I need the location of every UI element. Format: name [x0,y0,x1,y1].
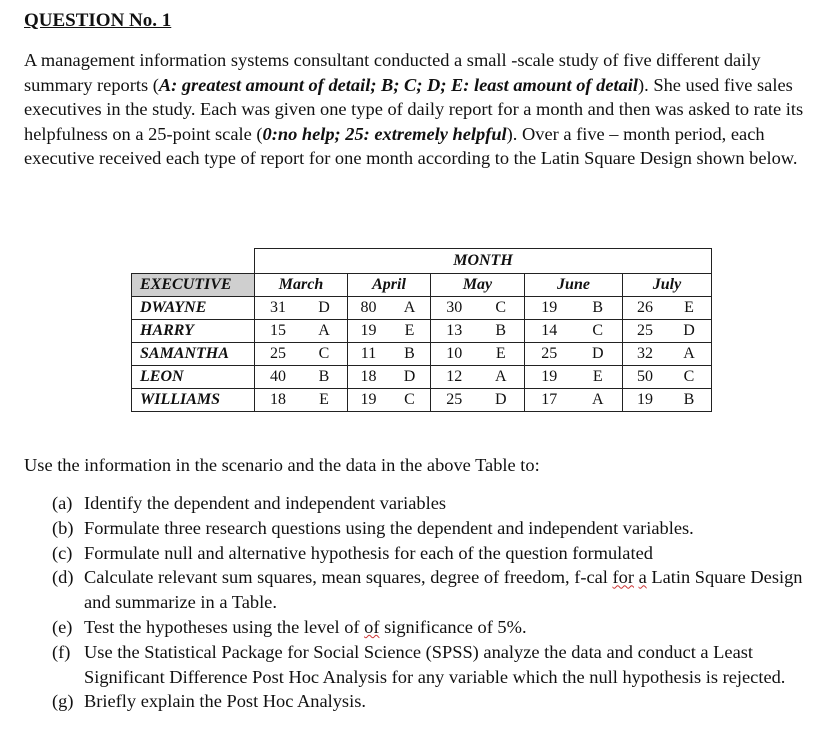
executive-name: SAMANTHA [132,343,255,366]
task-text: Calculate relevant sum squares, mean squares, degree of freedom, f-cal [84,567,613,588]
report-type: C [592,322,604,339]
table-cell [431,297,525,320]
table-cell [348,297,431,320]
table-cell [255,297,348,320]
table-cell [255,320,348,343]
rating-value: 25 [446,391,463,408]
report-type: E [319,391,329,408]
rating-value: 19 [541,368,558,385]
table-row [132,389,712,412]
rating-value: 15 [270,322,286,339]
scenario-text-2: ). She used five sales executives in the study. Each was given one type of daily report for a month and then was asked to rate its helpfulness on a 25-point scale ( [24,74,804,144]
rating-value: 12 [446,368,463,385]
executive-name: LEON [132,366,255,389]
table-row [132,366,712,389]
rating-value: 25 [541,345,558,362]
rating-value: 26 [637,299,653,316]
table-cell [431,343,525,366]
scenario-report-types: A: greatest amount of detail; B; C; D; E: least amount of detail [158,74,639,95]
executive-name: DWAYNE [132,297,255,320]
task-text: significance of 5%. [379,616,527,637]
scenario-text-3: ). Over a five – month period, each executive received each type of report for one month according to the Latin Square Design shown below. [24,123,798,169]
report-type: B [592,299,604,316]
rating-value: 80 [360,299,377,316]
report-type: B [683,391,695,408]
list-item [52,615,812,640]
month-header-row [132,249,712,274]
report-type: D [683,322,695,339]
list-item [52,640,812,690]
rating-value: 18 [360,368,377,385]
column-header-row [132,274,712,297]
month-header: MONTH [255,249,712,274]
table-cell [623,320,712,343]
report-type: D [591,345,604,362]
list-item [52,689,812,714]
task-text: Identify the dependent and independent variables [84,493,447,513]
rating-value: 31 [270,299,286,316]
table-corner [132,249,255,274]
table-cell [525,389,623,412]
task-text: Test the hypotheses using the level of [84,616,365,637]
report-type: C [318,345,330,362]
table-cell [255,366,348,389]
rating-value: 30 [446,299,463,316]
task-text: Use the Statistical Package for Social Science (SPSS) analyze the data and conduct a Least Significant Difference Post Hoc Analysis for any variable which the null hypothesis is rejected. [84,641,786,687]
rating-value: 13 [446,322,463,339]
task-text: Briefly explain the Post Hoc Analysis. [84,691,366,712]
spellcheck-word: of [364,616,380,637]
task-label: (e) [52,616,73,637]
report-type: E [404,322,415,339]
table-cell [255,343,348,366]
rating-value: 32 [637,345,653,362]
instruction-text: Use the information in the scenario and the data in the above Table to: [24,455,540,475]
rating-value: 19 [360,391,377,408]
table-cell [525,297,623,320]
task-label: (b) [52,517,74,538]
table-cell [525,343,623,366]
table-cell [623,343,712,366]
task-text: Latin Square Design and summarize in a Table. [84,567,803,613]
rating-value: 19 [637,391,653,408]
table-cell [623,366,712,389]
report-type: A [403,299,416,316]
executive-name: HARRY [132,320,255,343]
rating-value: 50 [637,368,653,385]
report-type: B [495,322,507,339]
task-label: (d) [52,567,74,588]
task-text: Formulate three research questions using the dependent and independent variables. [84,517,694,538]
scenario-text-1: A management information systems consultant conducted a small -scale study of five different daily summary reports ( [24,50,761,95]
task-list [52,491,812,714]
table-cell [348,320,431,343]
table-cell [348,389,431,412]
question-title: QUESTION No. 1 [24,10,172,31]
executive-name: WILLIAMS [132,389,255,412]
month-june: June [525,274,623,297]
table-cell [525,320,623,343]
month-may: May [431,274,525,297]
list-item [52,516,812,541]
rating-value: 11 [360,345,377,362]
report-type: D [494,391,507,408]
table-cell [431,389,525,412]
scenario-paragraph [24,48,814,171]
report-type: E [592,368,603,385]
list-item [52,491,812,516]
rating-value: 40 [270,368,286,385]
task-label: (a) [52,493,73,513]
report-type: D [318,299,330,316]
table-cell [431,320,525,343]
table-cell [348,343,431,366]
list-item [52,541,812,566]
report-type: A [683,345,695,362]
rating-value: 19 [541,299,558,316]
report-type: C [683,368,695,385]
table-row [132,320,712,343]
rating-value: 18 [270,391,286,408]
rating-value: 10 [446,345,463,362]
table-cell [623,297,712,320]
task-label: (c) [52,542,73,563]
table-cell [431,366,525,389]
spellcheck-word: for [612,567,634,588]
rating-value: 17 [541,391,558,408]
scenario-rating-scale: 0:no help; 25: extremely helpful [262,123,507,144]
month-april: April [348,274,431,297]
report-type: B [318,368,330,385]
report-type: D [403,368,416,385]
report-type: E [495,345,506,362]
task-label: (g) [52,691,74,712]
spellcheck-word: a [638,567,647,588]
table-cell [348,366,431,389]
report-type: B [404,345,415,362]
rating-value: 14 [541,322,558,339]
table-cell [255,389,348,412]
report-type: A [591,391,604,408]
table-cell [623,389,712,412]
rating-value: 19 [360,322,377,339]
task-label: (f) [52,641,71,662]
report-type: A [494,368,507,385]
task-text: Formulate null and alternative hypothesis for each of the question formulated [84,542,653,563]
table-row [132,297,712,320]
month-july: July [623,274,712,297]
executive-header: EXECUTIVE [132,274,255,297]
report-type: A [318,322,330,339]
latin-square-table [131,248,712,412]
table-cell [525,366,623,389]
report-type: E [684,299,694,316]
table-row [132,343,712,366]
report-type: C [404,391,415,408]
rating-value: 25 [637,322,653,339]
rating-value: 25 [270,345,286,362]
month-march: March [255,274,348,297]
list-item [52,565,812,615]
report-type: C [495,299,507,316]
